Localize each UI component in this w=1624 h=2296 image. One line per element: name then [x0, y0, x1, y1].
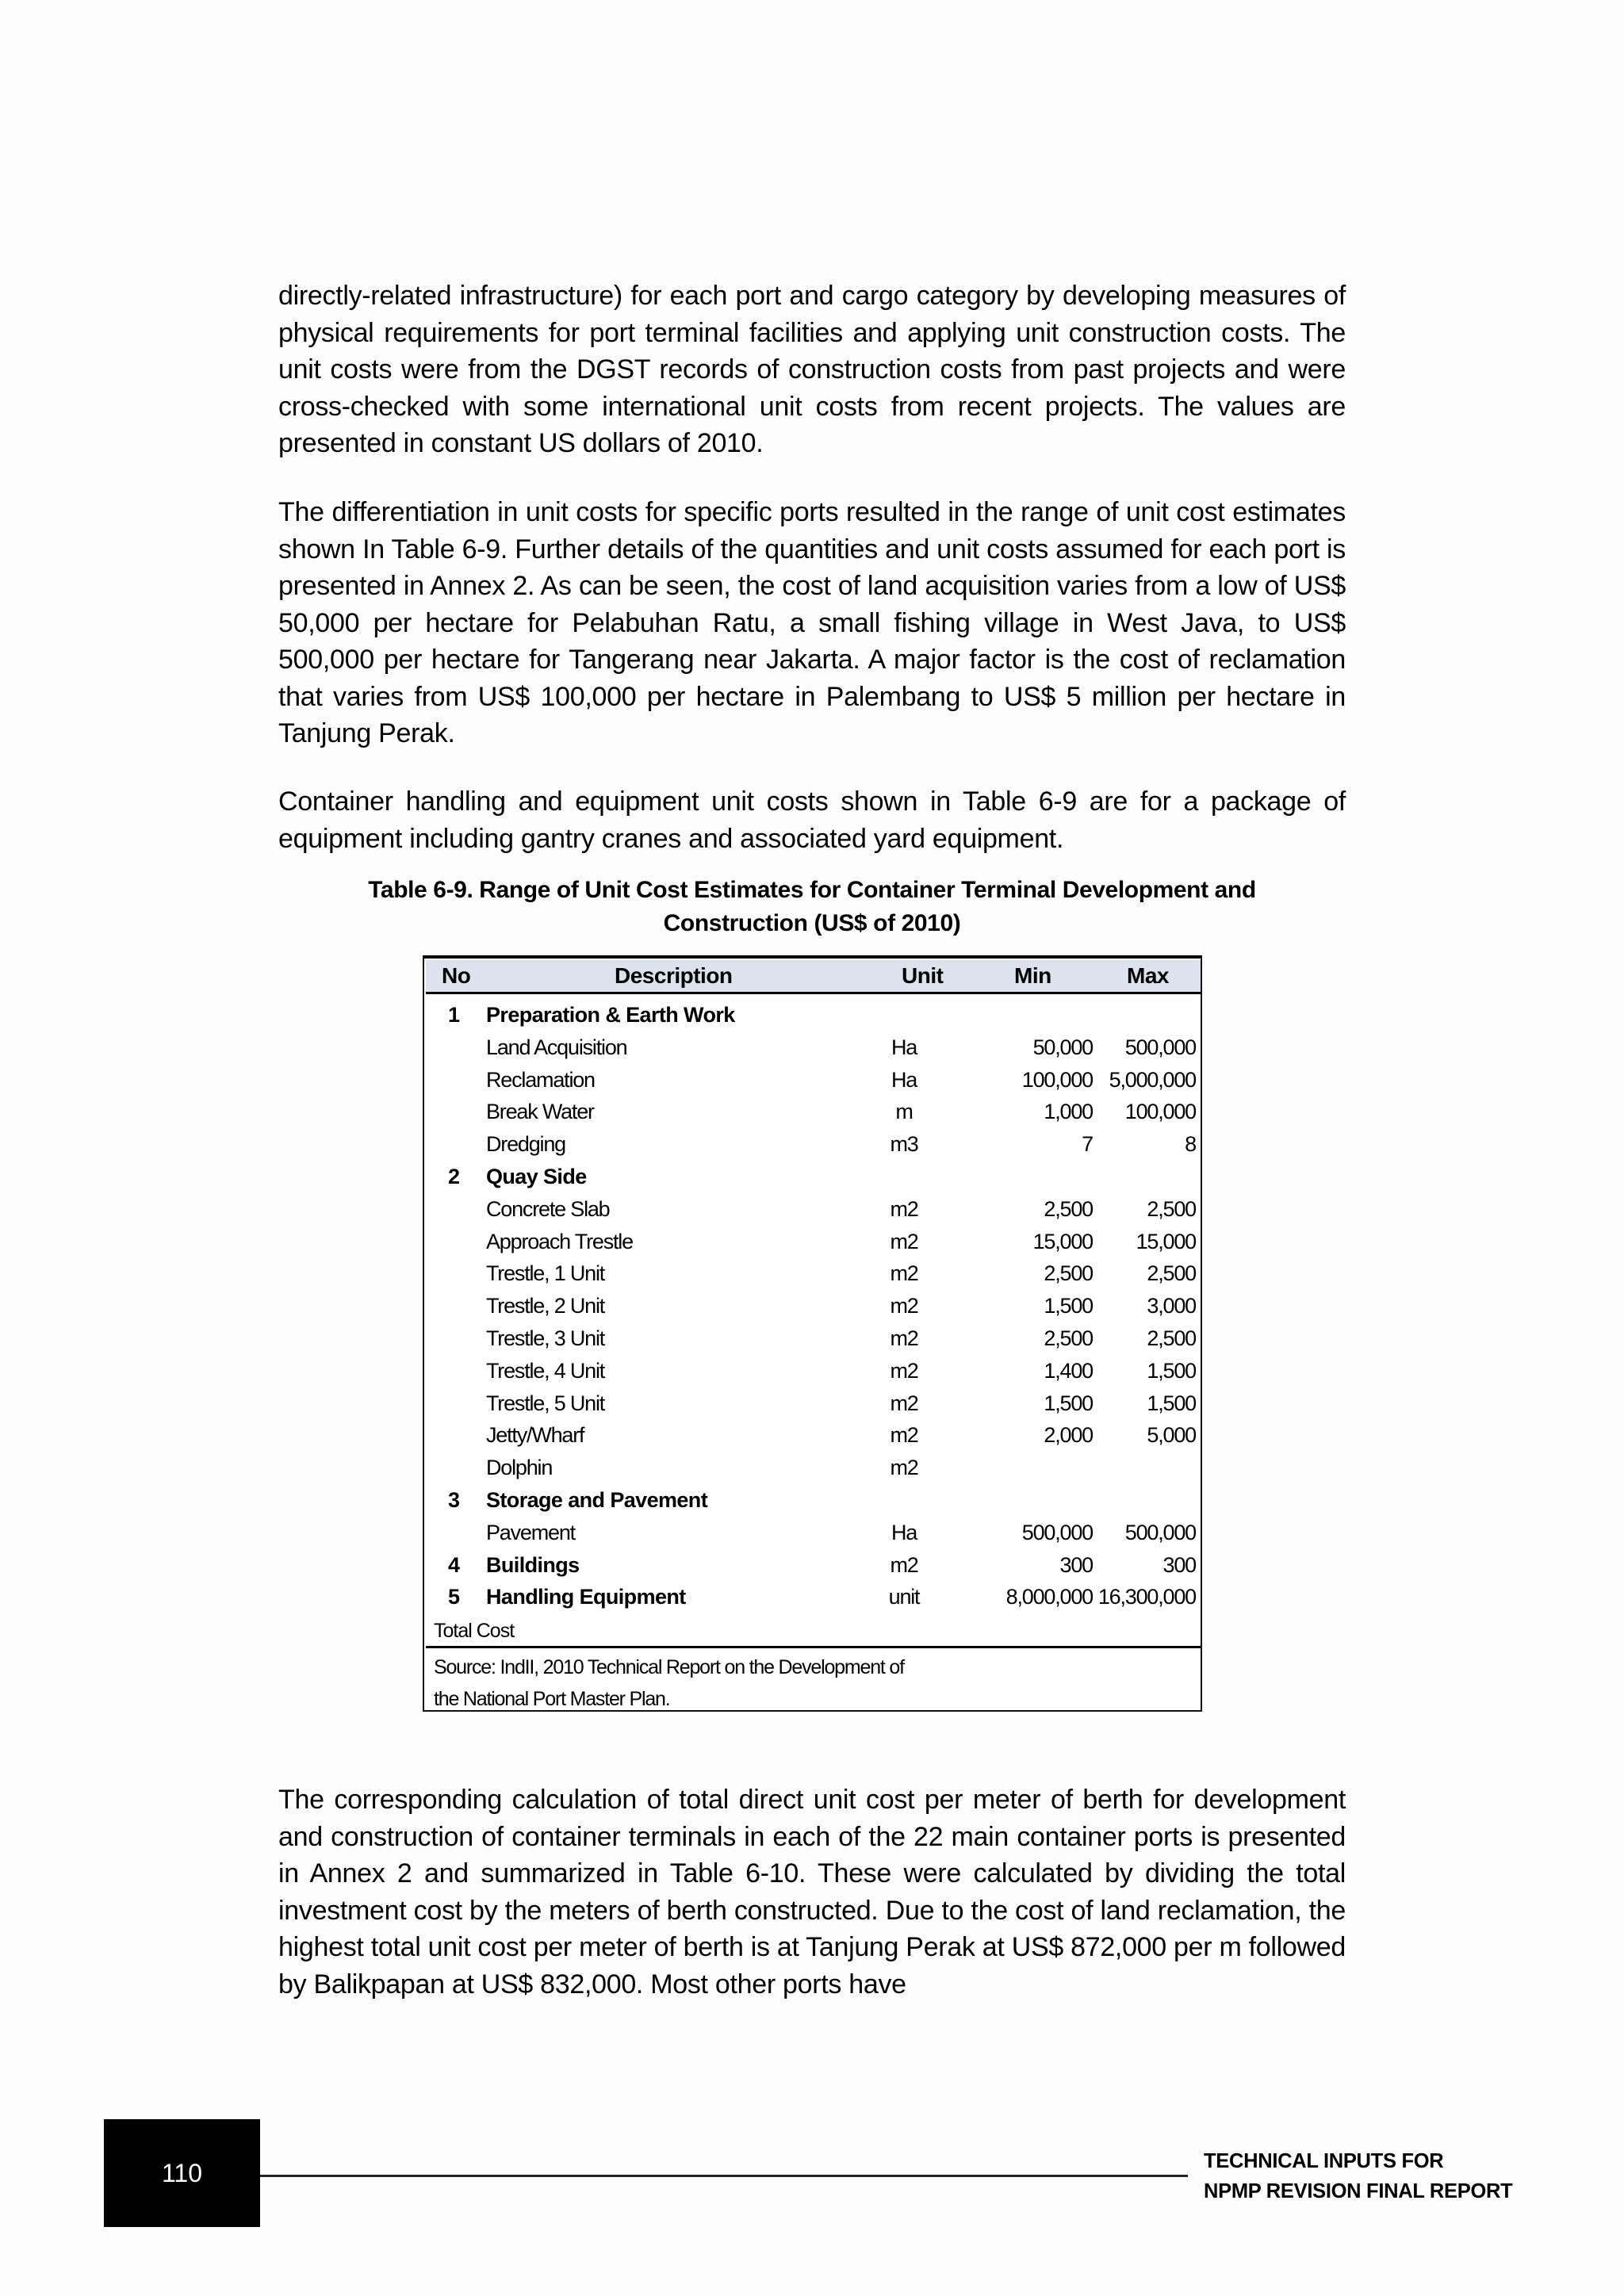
table-row	[424, 1323, 1201, 1356]
row-min: 7	[1082, 1132, 1093, 1157]
row-min: 2,500	[1044, 1261, 1093, 1286]
table-body	[424, 1000, 1201, 1614]
paragraph-text: The corresponding calculation of total direct unit cost per meter of berth for development and construction of container terminals in each of the 22 main container ports is presented in Annex 2 and summarized in Table 6-10. These were calculated by dividing the total investment cost by the meters of berth constructed. Due to the cost of land reclamation, the highest total unit cost per meter of berth is at Tanjung Perak at US$ 872,000 per m followed by Balikpapan at US$ 832,000. Most other ports have	[278, 1785, 1346, 1999]
header-min: Min	[1014, 963, 1051, 988]
table-row	[424, 1420, 1201, 1452]
row-min: 50,000	[1032, 1035, 1093, 1059]
table-row	[424, 1388, 1201, 1421]
row-description: Land Acquisition	[486, 1035, 627, 1059]
total-cost-label: Total Cost	[434, 1620, 515, 1642]
row-min: 2,500	[1044, 1326, 1093, 1350]
row-max: 8	[1185, 1132, 1196, 1157]
row-max: 100,000	[1124, 1100, 1196, 1124]
source-line-1: Source: IndII, 2010 Technical Report on the Development of	[434, 1656, 904, 1678]
row-unit: m2	[890, 1456, 918, 1480]
page-number: 110	[161, 2158, 202, 2187]
table-source	[434, 1651, 1068, 1715]
row-unit: m2	[890, 1196, 918, 1221]
table-row	[424, 1065, 1201, 1097]
table-row	[424, 1452, 1201, 1485]
table-row	[424, 1096, 1201, 1129]
row-unit: m2	[890, 1423, 918, 1448]
row-description: Trestle, 1 Unit	[486, 1261, 605, 1286]
row-max: 300	[1162, 1552, 1196, 1577]
row-min: 100,000	[1021, 1067, 1093, 1092]
row-min: 1,500	[1044, 1391, 1093, 1415]
row-description: Quay Side	[486, 1164, 587, 1188]
paragraph-text: Container handling and equipment unit costs shown in Table 6-9 are for a package of equipment including gantry cranes and associated yard equipment.	[278, 786, 1346, 854]
row-description: Trestle, 3 Unit	[486, 1326, 605, 1350]
row-description: Handling Equipment	[486, 1585, 686, 1609]
paragraph-1	[278, 277, 1346, 462]
row-max: 2,500	[1147, 1196, 1196, 1221]
row-description: Trestle, 2 Unit	[486, 1294, 605, 1318]
row-description: Concrete Slab	[486, 1196, 610, 1221]
table-caption-line-2: Construction (US$ of 2010)	[663, 910, 961, 936]
row-description: Dredging	[486, 1132, 565, 1157]
row-unit: Ha	[891, 1035, 917, 1059]
paragraph-2	[278, 494, 1346, 752]
row-max: 16,300,000	[1097, 1585, 1196, 1609]
row-unit: m2	[890, 1552, 918, 1577]
row-description: Trestle, 4 Unit	[486, 1358, 605, 1383]
row-min: 300	[1059, 1552, 1093, 1577]
table-caption	[278, 874, 1346, 940]
total-divider	[426, 1646, 1201, 1648]
page-number-box	[104, 2119, 260, 2227]
header-max: Max	[1127, 963, 1169, 988]
row-max: 2,500	[1147, 1326, 1196, 1350]
row-min: 8,000,000	[1005, 1585, 1093, 1609]
row-min: 500,000	[1021, 1520, 1093, 1544]
table-header	[426, 960, 1201, 994]
row-number: 4	[448, 1552, 461, 1577]
table-row	[424, 1258, 1201, 1291]
row-description: Jetty/Wharf	[486, 1423, 584, 1448]
row-min: 1,400	[1044, 1358, 1093, 1383]
paragraph-text: The differentiation in unit costs for specific ports resulted in the range of unit cost estimates shown In Table 6-9. Further details of the quantities and unit costs assumed for each port is presented in Annex 2. As can be seen, the cost of land acquisition varies from a low of US$ 50,000 per hectare for Pelabuhan Ratu, a small fishing village in West Java, to US$ 500,000 per hectare for Tangerang near Jakarta. A major factor is the cost of reclamation that varies from US$ 100,000 per hectare in Palembang to US$ 5 million per hectare in Tanjung Perak.	[278, 497, 1346, 748]
row-description: Break Water	[486, 1100, 594, 1124]
table-category-row	[424, 1161, 1201, 1194]
row-max: 500,000	[1124, 1035, 1196, 1059]
row-number: 2	[448, 1164, 461, 1188]
row-number: 1	[448, 1003, 461, 1027]
row-min: 1,000	[1044, 1100, 1093, 1124]
row-unit: m2	[890, 1326, 918, 1350]
row-description: Trestle, 5 Unit	[486, 1391, 605, 1415]
paragraph-text: directly-related infrastructure) for each port and cargo category by developing measures of physical requirements for port terminal facilities and applying unit construction costs. The unit costs were from the DGST records of construction costs from past projects and were cross-checked with some international unit costs from recent projects. The values are presented in constant US dollars of 2010.	[278, 281, 1346, 458]
row-unit: m2	[890, 1229, 918, 1253]
footer-title-line-1: TECHNICAL INPUTS FOR	[1204, 2150, 1444, 2172]
table-category-row	[424, 1550, 1201, 1582]
table-caption-line-1: Table 6-9. Range of Unit Cost Estimates for Container Terminal Development and	[368, 877, 1256, 903]
row-unit: m2	[890, 1294, 918, 1318]
table-row	[424, 1129, 1201, 1161]
row-min: 2,500	[1044, 1196, 1093, 1221]
row-max: 500,000	[1124, 1520, 1196, 1544]
row-max: 15,000	[1136, 1229, 1196, 1253]
table-row	[424, 1291, 1201, 1323]
unit-cost-table	[423, 955, 1202, 1712]
row-unit: m2	[890, 1391, 918, 1415]
row-description: Preparation & Earth Work	[486, 1003, 735, 1027]
table-category-row	[424, 1485, 1201, 1517]
footer-title-line-2: NPMP REVISION FINAL REPORT	[1204, 2180, 1513, 2202]
row-max: 1,500	[1147, 1358, 1196, 1383]
row-max: 5,000	[1147, 1423, 1196, 1448]
row-max: 1,500	[1147, 1391, 1196, 1415]
row-description: Reclamation	[486, 1067, 595, 1092]
header-no: No	[442, 963, 471, 988]
row-description: Approach Trestle	[486, 1229, 633, 1253]
row-unit: Ha	[891, 1067, 917, 1092]
row-max: 5,000,000	[1109, 1067, 1196, 1092]
table-row	[424, 1356, 1201, 1388]
row-description: Dolphin	[486, 1456, 553, 1480]
table-category-row	[424, 1000, 1201, 1032]
row-min: 1,500	[1044, 1294, 1093, 1318]
header-unit: Unit	[902, 963, 944, 988]
row-unit: m2	[890, 1261, 918, 1286]
row-description: Buildings	[486, 1552, 580, 1577]
table-category-row	[424, 1582, 1201, 1614]
table-row	[424, 1032, 1201, 1065]
row-description: Pavement	[486, 1520, 575, 1544]
row-max: 2,500	[1147, 1261, 1196, 1286]
row-max: 3,000	[1147, 1294, 1196, 1318]
paragraph-4	[278, 1781, 1346, 2003]
table-row	[424, 1226, 1201, 1259]
footer-divider	[260, 2175, 1188, 2177]
row-unit: unit	[888, 1585, 920, 1609]
row-unit: m2	[890, 1358, 918, 1383]
row-unit: m	[895, 1100, 913, 1124]
source-line-2: the National Port Master Plan.	[434, 1688, 670, 1710]
row-description: Storage and Pavement	[486, 1487, 708, 1512]
table-row	[424, 1517, 1201, 1550]
row-number: 5	[448, 1585, 461, 1609]
paragraph-3	[278, 783, 1346, 857]
row-min: 15,000	[1032, 1229, 1093, 1253]
row-min: 2,000	[1044, 1423, 1093, 1448]
row-unit: m3	[890, 1132, 918, 1157]
header-description: Description	[615, 963, 733, 988]
table-row	[424, 1194, 1201, 1226]
footer-title	[1204, 2146, 1512, 2206]
row-number: 3	[448, 1487, 461, 1512]
row-unit: Ha	[891, 1520, 917, 1544]
